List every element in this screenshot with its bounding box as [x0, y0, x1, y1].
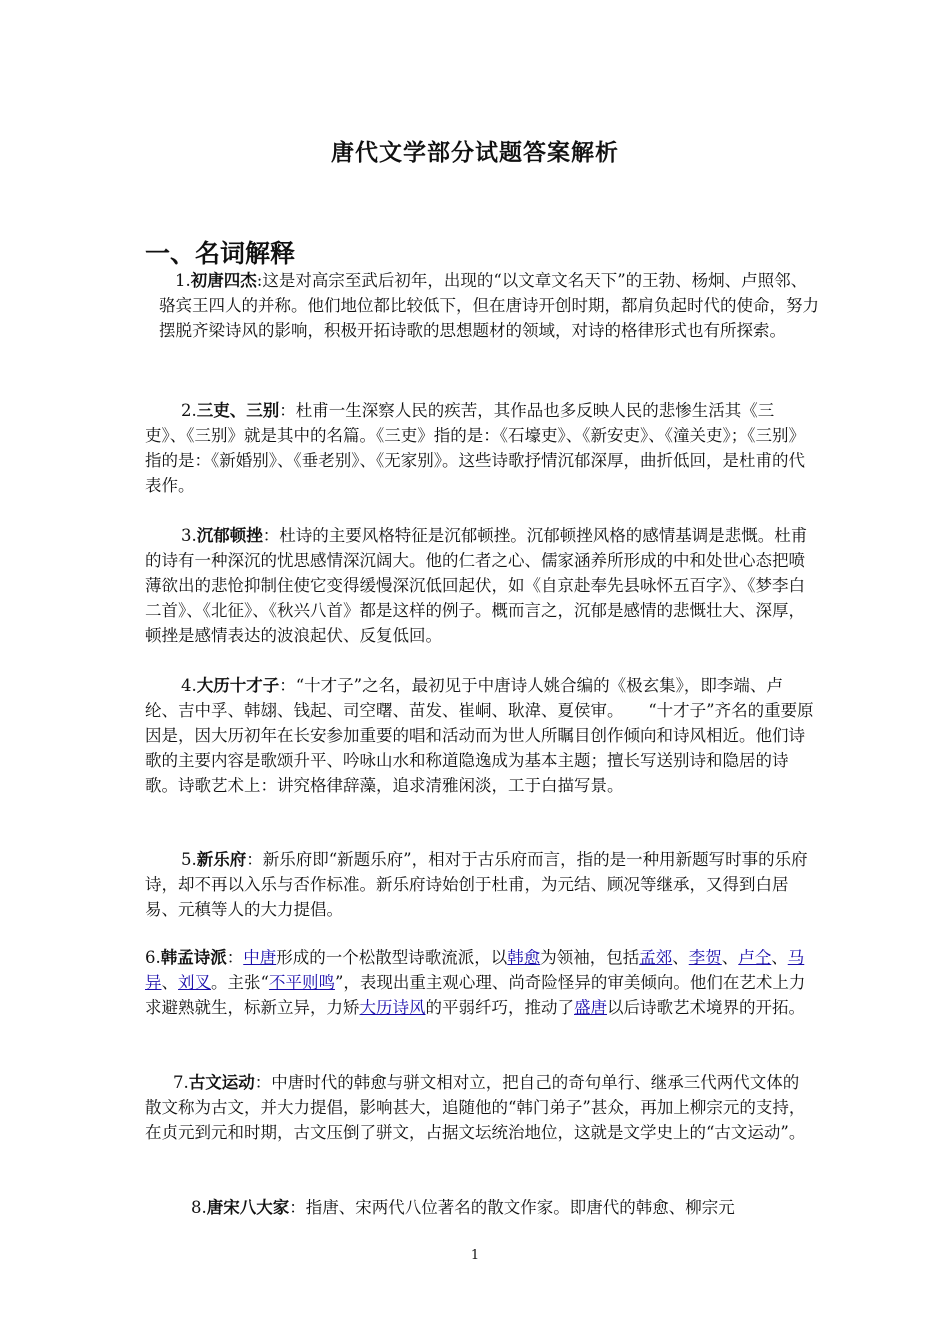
- entry-separator: :: [256, 271, 263, 290]
- link-meng-jiao[interactable]: 孟郊: [639, 948, 673, 967]
- entry-separator: ：: [254, 1073, 272, 1092]
- entry-number: 6.: [145, 948, 161, 967]
- entry-7: [145, 1070, 815, 1145]
- document-title: 唐代文学部分试题答案解析: [331, 140, 619, 166]
- entry-8: [145, 1195, 815, 1220]
- entry-text: 为领袖，包括: [540, 948, 640, 967]
- entry-separator: ：: [279, 401, 296, 420]
- entry-separator: ：: [246, 850, 263, 869]
- link-ma-yi[interactable]: 马异: [145, 948, 805, 992]
- entry-number: 4.: [181, 676, 197, 695]
- entry-text: 杜甫一生深察人民的疾苦，其作品也多反映人民的悲惨生活其《三吏》、《三别》就是其中的名篇。《三吏》指的是：《石壕吏》、《新安吏》、《潼关吏》；《三别》指的是：《新婚别》、《垂老别》、《无家别》。这些诗歌抒情沉郁深厚，曲折低回，是杜甫的代表作。: [145, 401, 805, 495]
- entry-text: ”，表现出重主观心理、尚奇险怪异的审美倾向。他们在艺术上力求避熟就生，标新立异，力矫: [145, 973, 806, 1017]
- entry-text: 、: [721, 948, 739, 967]
- entry-text: 。主张“: [211, 973, 269, 992]
- entry-text: 、: [771, 948, 788, 967]
- link-han-yu[interactable]: 韩愈: [507, 948, 541, 967]
- entry-separator: ：: [289, 1198, 306, 1217]
- link-bu-ping-ze-ming[interactable]: 不平则鸣: [268, 973, 335, 992]
- entry-term: 大历十才子: [196, 676, 280, 695]
- entry-text: 杜诗的主要风格特征是沉郁顿挫。沉郁顿挫风格的感情基调是悲慨。杜甫的诗有一种深沉的忧思感情深沉阔大。他的仁者之心、儒家涵养所形成的中和处世心态把喷薄欲出的悲怆抑制住使它变得缓慢深沉低回起伏，如《自京赴奉先县咏怀五百字》、《梦李白二首》、《北征》、《秋兴八首》都是这样的例子。概而言之，沉郁是感情的悲慨壮大、深厚，顿挫是感情表达的波浪起伏、反复低回。: [145, 526, 808, 645]
- page-number: 1: [470, 1248, 480, 1263]
- entry-text: 中唐时代的韩愈与骈文相对立，把自己的奇句单行、继承三代两代文体的散文称为古文，并大力提倡，影响甚大，追随他的“韩门弟子”甚众，再加上柳宗元的支持，在贞元到元和时期，古文压倒了骈文，占据文坛统治地位，这就是文学史上的“古文运动”。: [145, 1073, 806, 1142]
- entry-term: 古文运动: [188, 1073, 255, 1092]
- entry-number: 2.: [181, 401, 197, 420]
- entry-text: 、: [672, 948, 689, 967]
- entry-term: 沉郁顿挫: [196, 526, 263, 545]
- entry-text: 以后诗歌艺术境界的开拓。: [607, 998, 805, 1017]
- entry-number: 7.: [173, 1073, 189, 1092]
- entry-term: 韩孟诗派: [160, 948, 227, 967]
- entry-text: 这是对高宗至武后初年，出现的“以文章文名天下”的王勃、杨炯、卢照邻、骆宾王四人的并称。他们地位都比较低下，但在唐诗开创时期，都肩负起时代的使命，努力摆脱齐梁诗风的影响，积极开拓诗歌的思想题材的领域，对诗的格律形式也有所探索。: [159, 271, 819, 340]
- entry-6: [145, 945, 815, 1020]
- entry-term: 初唐四杰: [190, 271, 257, 290]
- link-dali-shifeng[interactable]: 大历诗风: [359, 998, 426, 1017]
- entry-separator: ：: [262, 526, 280, 545]
- section-heading: 一、名词解释: [145, 239, 296, 268]
- entry-separator: ：: [279, 676, 296, 695]
- entry-3: [145, 523, 815, 648]
- entry-4: [145, 673, 815, 798]
- entry-number: 8.: [191, 1198, 207, 1217]
- entry-term: 唐宋八大家: [206, 1198, 290, 1217]
- entry-term: 新乐府: [196, 850, 247, 869]
- entry-1: [145, 268, 819, 343]
- entry-number: 5.: [181, 850, 197, 869]
- entry-text: 新乐府即“新题乐府”，相对于古乐府而言，指的是一种用新题写时事的乐府诗，却不再以入乐与否作标准。新乐府诗始创于杜甫，为元结、顾况等继承，又得到白居易、元稹等人的大力提倡。: [145, 850, 808, 919]
- entry-2: [145, 398, 815, 498]
- entry-separator: ：: [226, 948, 244, 967]
- entry-text: 指唐、宋两代八位著名的散文作家。即唐代的韩愈、柳宗元: [305, 1198, 735, 1217]
- link-shengtang[interactable]: 盛唐: [574, 998, 607, 1017]
- entry-number: 1.: [175, 271, 191, 290]
- entry-term: 三吏、三别: [196, 401, 280, 420]
- entry-text: 、: [161, 973, 178, 992]
- entry-5: [145, 847, 815, 922]
- entry-text: 的平弱纤巧，推动了: [425, 998, 574, 1017]
- entry-text: “十才子”之名，最初见于中唐诗人姚合编的《极玄集》，即李端、卢纶、吉中孚、韩翃、钱起、司空曙、苗发、崔峒、耿湋、夏侯审。 “十才子”齐名的重要原因是，因大历初年在长安参加重要的唱和活动而为世人所瞩目创作倾向和诗风相近。他们诗歌的主要内容是歌颂升平、吟咏山水和称道隐逸成为基本主题；擅长写送别诗和隐居的诗歌。诗歌艺术上：讲究格律辞藻，追求清雅闲淡，工于白描写景。: [145, 676, 814, 795]
- link-zhongtang[interactable]: 中唐: [243, 948, 277, 967]
- link-lu-tong[interactable]: 卢仝: [738, 948, 772, 967]
- link-li-he[interactable]: 李贺: [688, 948, 722, 967]
- entry-text: 形成的一个松散型诗歌流派，以: [276, 948, 508, 967]
- link-liu-cha[interactable]: 刘叉: [178, 973, 211, 992]
- entry-number: 3.: [181, 526, 197, 545]
